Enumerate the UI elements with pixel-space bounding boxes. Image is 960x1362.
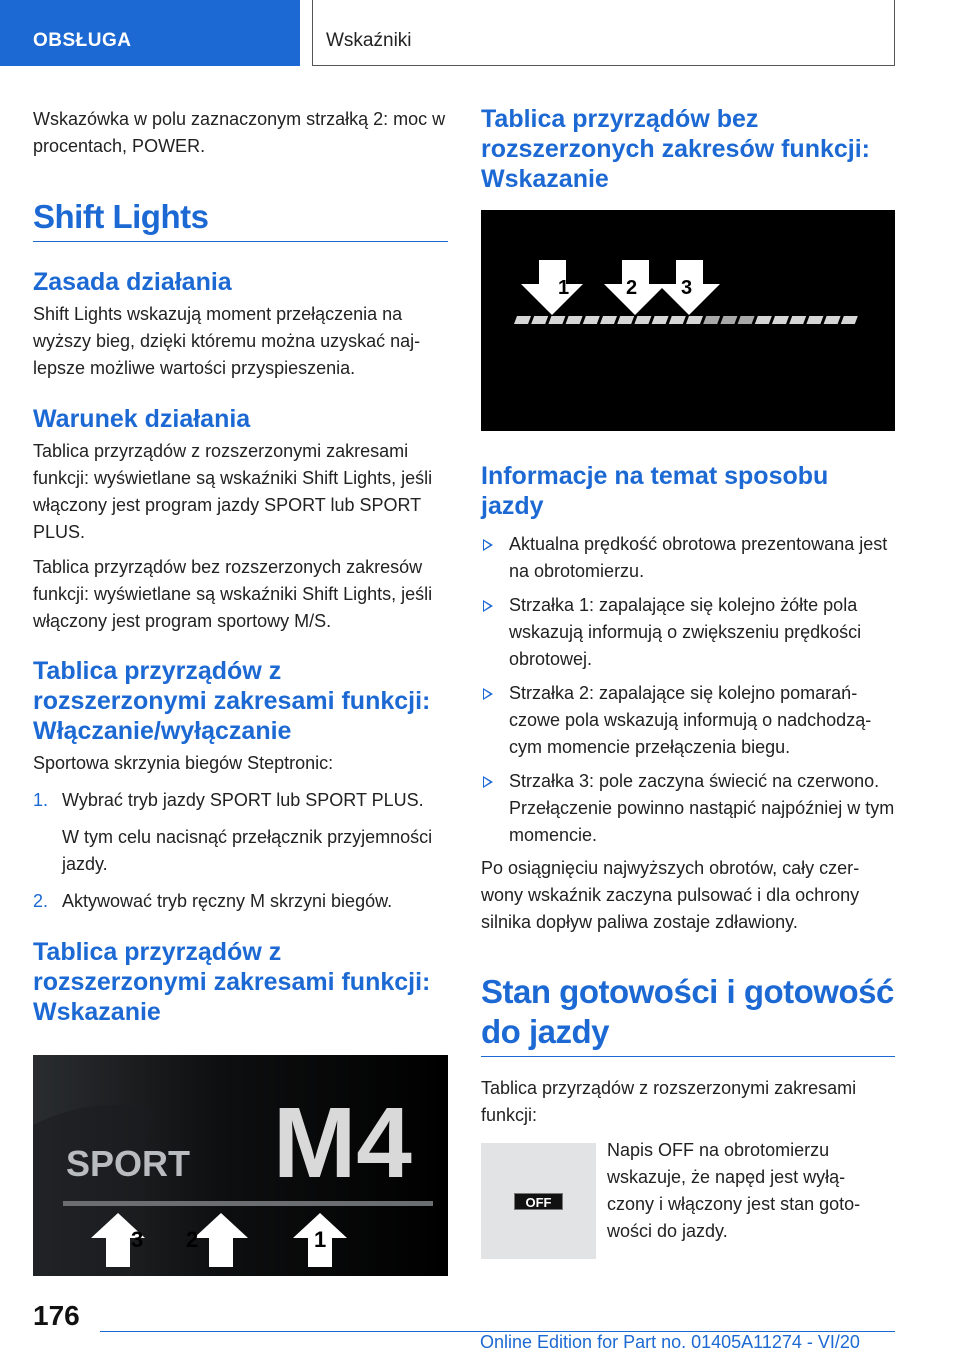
ready-heading: Stan gotowości i gotowość do jazdy <box>481 973 894 1050</box>
info-list <box>481 531 895 849</box>
step-number: 1. <box>33 790 49 810</box>
off-indicator-figure <box>481 1143 596 1259</box>
section-label: OBSŁUGA <box>33 30 132 51</box>
list-item <box>33 888 448 915</box>
step-text: Wybrać tryb jazdy SPORT lub SPORT PLUS. <box>62 790 424 810</box>
step-subtext: W tym celu nacisnąć przełącznik przyjemności jazdy. <box>62 827 433 874</box>
left-column <box>33 100 448 1276</box>
list-item <box>481 531 895 585</box>
onoff-heading: Tablica przyrządów z rozszerzonymi zakresami funkcji: Włączanie/wyłączanie <box>33 657 431 745</box>
display-heading-basic: Tablica przyrządów bez rozszerzonych zakresów funkcji: Wskazanie <box>481 105 871 193</box>
arrow-label: 2 <box>186 1227 199 1252</box>
arrow-label: 2 <box>626 277 638 299</box>
bullet-text: Strzałka 3: pole zaczyna świecić na czerwono. Przełączenie powinno nastąpić najpóźniej w tym momencie. <box>509 771 895 845</box>
principle-heading: Zasada działania <box>33 268 232 296</box>
shift-lights-heading-block <box>33 197 448 242</box>
list-item <box>481 592 895 673</box>
sport-label: SPORT <box>66 1143 191 1184</box>
arrow-label: 3 <box>131 1227 144 1252</box>
arrow-label: 3 <box>681 277 693 299</box>
after-text: Po osiągnięciu najwyższych obrotów, cały czerwony wskaźnik zaczyna pulsować i dla ochrony silnika dopływ paliwa zostaje zdławiony. <box>481 858 860 932</box>
ready-heading-block <box>481 972 895 1057</box>
ready-intro: Tablica przyrządów z rozszerzonymi zakresami funkcji: <box>481 1078 857 1125</box>
bullet-triangle-icon <box>483 600 493 612</box>
bullet-text: Aktualna prędkość obrotowa prezentowana jest na obrotomierzu. <box>509 534 888 581</box>
extended-display-illustration <box>33 1055 448 1276</box>
bullet-text: Strzałka 2: zapalające się kolejno pomarańczowe pola wskazują informują o nadchodzącym momencie przełączenia biegu. <box>509 683 872 757</box>
edition-text: Online Edition for Part no. 01405A11274 - VI/20 <box>480 1332 860 1352</box>
list-item <box>481 768 895 849</box>
shift-lights-heading: Shift Lights <box>33 198 209 235</box>
bullet-text: Strzałka 1: zapalające się kolejno żółte pola wskazują informują o zwiększeniu prędkości obrotowej. <box>509 595 862 669</box>
shift-light-bar <box>63 1201 433 1206</box>
condition-text-1: Tablica przyrządów z rozszerzonymi zakresami funkcji: wyświetlane są wskaźniki Shift Lights, jeśli włączony jest program jazdy SPORT lub SPORT PLUS. <box>33 441 433 542</box>
bullet-triangle-icon <box>483 688 493 700</box>
onoff-intro: Sportowa skrzynia biegów Steptronic: <box>33 753 334 773</box>
step-number: 2. <box>33 891 49 911</box>
off-badge: OFF <box>514 1193 563 1210</box>
right-column <box>481 100 895 1261</box>
bullet-triangle-icon <box>483 776 493 788</box>
section-tab <box>0 0 300 66</box>
chapter-label: Wskaźniki <box>326 30 412 51</box>
display-heading-extended: Tablica przyrządów z rozszerzonymi zakresami funkcji: Wskazanie <box>33 938 431 1026</box>
off-indicator-row <box>481 1140 895 1261</box>
list-item <box>481 680 895 761</box>
step-text: Aktywować tryb ręczny M skrzyni biegów. <box>62 891 393 911</box>
list-item <box>33 787 448 878</box>
basic-display-figure <box>481 210 895 431</box>
intro-text: Wskazówka w polu zaznaczonym strzałką 2: moc w procentach, POWER. <box>33 109 446 156</box>
chapter-header <box>312 0 895 66</box>
page-number: 176 <box>33 1300 80 1331</box>
principle-text: Shift Lights wskazują moment przełączenia na wyższy bieg, dzięki któremu można uzyskać najlepsze możliwe wartości przyspieszenia. <box>33 304 421 378</box>
condition-heading: Warunek działania <box>33 405 251 433</box>
extended-display-figure <box>33 1055 448 1276</box>
arrow-label: 1 <box>558 277 570 299</box>
steps-list <box>33 787 448 915</box>
arrow-label: 1 <box>314 1227 327 1252</box>
model-label: M4 <box>273 1087 412 1199</box>
condition-text-2: Tablica przyrządów bez rozszerzonych zakresów funkcji: wyświetlane są wskaźniki Shift Lights, jeśli włączony jest program sportowy M/S. <box>33 557 433 631</box>
off-description: Napis OFF na obrotomierzu wskazuje, że napęd jest wyłączony i włączony jest stan gotowości do jazdy. <box>607 1140 861 1241</box>
basic-display-illustration <box>481 210 895 431</box>
info-heading: Informacje na temat sposobu jazdy <box>481 462 829 520</box>
bullet-triangle-icon <box>483 539 493 551</box>
